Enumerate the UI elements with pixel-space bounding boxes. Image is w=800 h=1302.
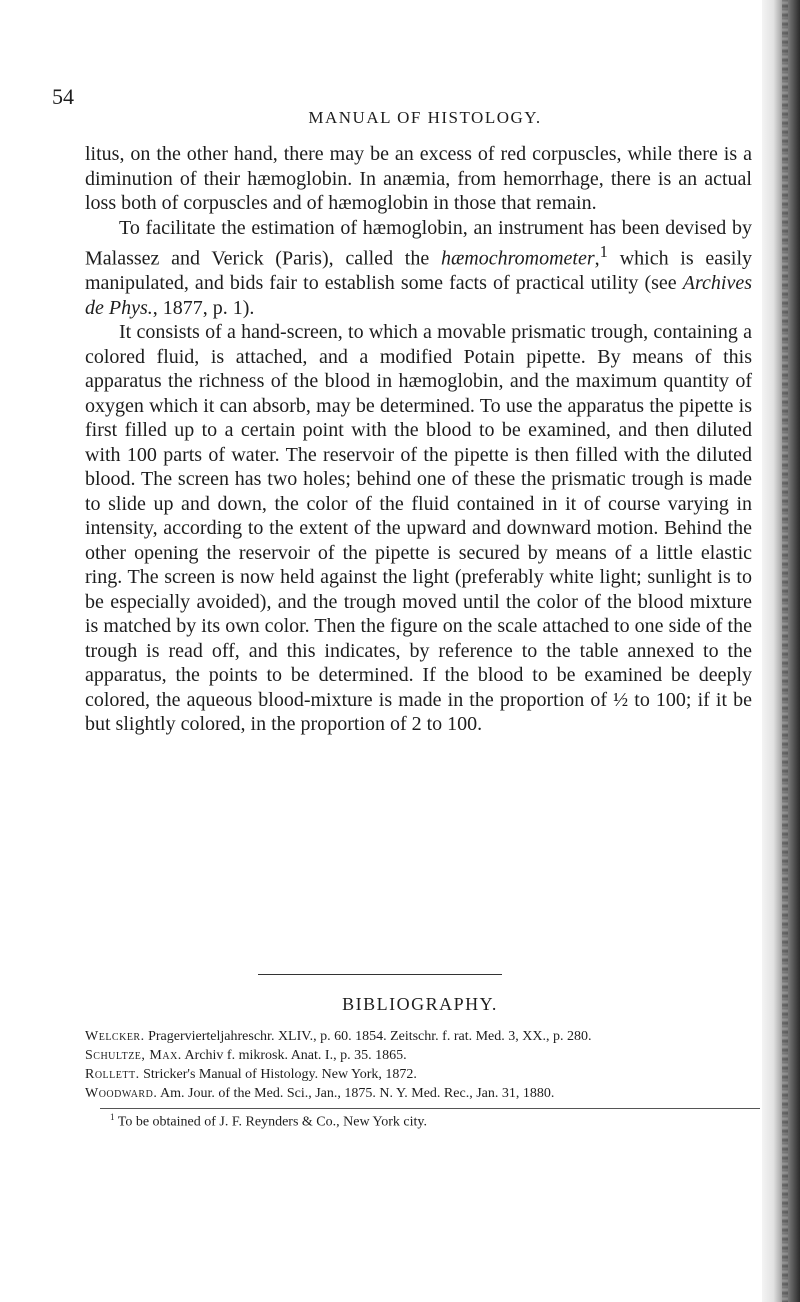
bib-author: Rollett. — [85, 1067, 140, 1082]
footnote-number: 1 — [110, 1112, 115, 1122]
bib-author: Welcker. — [85, 1029, 145, 1044]
bib-text: Pragervierteljahreschr. XLIV., p. 60. 1854. Zeitschr. f. rat. Med. 3, XX., p. 280. — [144, 1029, 592, 1044]
p2-text-end: , 1877, p. 1). — [152, 296, 255, 319]
p2-text-start: To facilitate the estimation of hæmoglobin, an instrument has been devised by Malassez and Verick (Paris), called the — [85, 216, 752, 270]
paragraph-continued: litus, on the other hand, there may be an excess of red corpuscles, while there is a diminution of their hæmoglobin. In anæmia, from hemorrhage, there is an actual loss both of corpuscles and of hæmoglobin in those that remain. — [85, 143, 752, 214]
paragraph-apparatus: It consists of a hand-screen, to which a movable prismatic trough, containing a colored fluid, is attached, and a modified Potain pipette. By means of this apparatus the richness of the blood in hæmoglobin, and the maximum quantity of oxygen which it can absorb, may be determined. To use the apparatus the pipette is first filled up to a certain point with the blood to be examined, and then diluted with 100 parts of water. The reservoir of the pipette is then filled with the diluted blood. The screen has two holes; behind one of these the prismatic trough is made to slide up and down, the color of the fluid contained in it of course varying in intensity, according to the extent of the upward and downward motion. Behind the other opening the reservoir of the pipette is secured by means of a little elastic ring. The screen is now held against the light (preferably white light; sunlight is to be especially avoided), and the trough moved until the color of the blood mixture is matched by its own color. Then the figure on the scale attached to one side of the trough is read off, and this indicates, by reference to the table annexed to the apparatus, the points to be determined. If the blood to be examined be deeply colored, the aqueous blood-mixture is made in the proportion of ½ to 100; if it be but slightly colored, in the proportion of 2 to 100. — [85, 321, 752, 736]
bibliography-entry — [85, 1027, 765, 1046]
book-binding-edge — [762, 0, 800, 1302]
page-number: 54 — [52, 84, 74, 109]
bib-author: Schultze, Max. — [85, 1048, 182, 1063]
footnote-marker: 1 — [599, 242, 608, 261]
bibliography-entry — [85, 1065, 765, 1084]
bibliography-entry — [85, 1046, 765, 1065]
reference-archives: Archives de Phys. — [85, 272, 752, 319]
p2-text-mid: which is easily manipulated, and bids fair to establish some facts of practical utility (see — [85, 247, 752, 295]
section-divider — [258, 974, 502, 975]
footnote-divider — [100, 1108, 760, 1109]
bibliography-heading: BIBLIOGRAPHY. — [342, 994, 498, 1014]
book-binding-stripe — [782, 0, 788, 1302]
term-hemochromometer: hæmochromometer — [440, 247, 595, 270]
bibliography-list — [85, 1027, 765, 1103]
footnote — [110, 1112, 770, 1131]
body-text — [85, 142, 752, 737]
bib-text: Stricker's Manual of Histology. New York, 1872. — [139, 1067, 417, 1082]
bib-text: Archiv f. mikrosk. Anat. I., p. 35. 1865. — [181, 1048, 407, 1063]
footnote-text: To be obtained of J. F. Reynders & Co., New York city. — [114, 1114, 427, 1130]
bib-text: Am. Jour. of the Med. Sci., Jan., 1875. N. Y. Med. Rec., Jan. 31, 1880. — [157, 1086, 555, 1101]
bib-author: Woodward. — [85, 1086, 158, 1101]
running-head: MANUAL OF HISTOLOGY. — [308, 108, 542, 127]
bibliography-entry — [85, 1084, 765, 1103]
paragraph-hemochromometer: To facilitate the estimation of hæmoglobin, an instrument has been devised by Malassez and Verick (Paris), called the hæmochromometer,$^1$ which is easily manipulated, and bids fair to establish some facts of practical utility (see Archives de Phys., 1877, p. 1). — [85, 216, 752, 319]
